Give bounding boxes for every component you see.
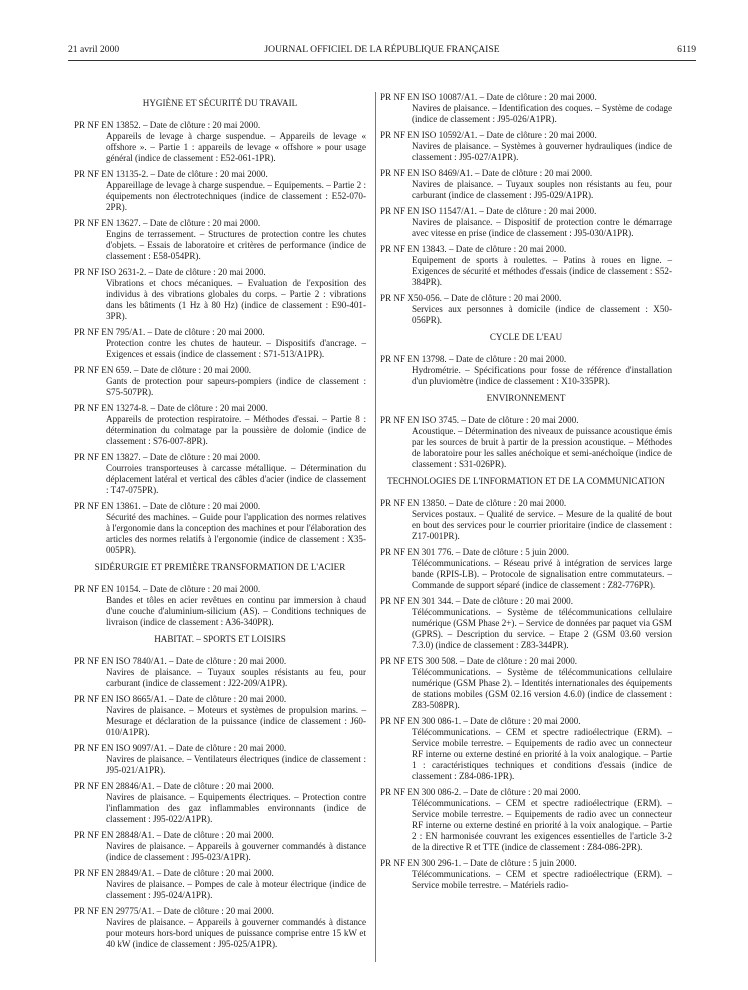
standard-reference: PR NF EN 13861. – Date de clôture : 20 mai 2000.: [74, 501, 261, 511]
standard-description: Navires de plaisance. – Tuyaux souples non résistants au feu, pour carburant (indice de classement : J95-029/A1PR).: [412, 179, 672, 200]
standard-reference: PR NF EN 29775/A1. – Date de clôture : 20 mai 2000.: [74, 906, 274, 916]
standard-entry: [74, 781, 366, 825]
section-title: CYCLE DE L'EAU: [489, 332, 563, 342]
section-title: ENVIRONNEMENT: [486, 393, 566, 403]
standard-description: Courroies transporteuses à carcasse métallique. – Détermination du déplacement latéral et vertical des câbles d'acier (indice de classement : T47-075PR).: [106, 463, 366, 495]
standard-reference: PR NF EN 28846/A1. – Date de clôture : 20 mai 2000.: [74, 781, 274, 791]
section-title: SIDÉRURGIE ET PREMIÈRE TRANSFORMATION DE L'ACIER: [94, 562, 346, 572]
standard-reference: PR NF ETS 300 508. – Date de clôture : 20 mai 2000.: [380, 656, 578, 666]
standard-description: Télécommunications. – CEM et spectre radioélectrique (ERM). – Service mobile terrestre. – Matériels radio-: [412, 869, 672, 890]
page-header: [68, 44, 696, 58]
standard-entry: [74, 452, 366, 496]
standard-entry: [380, 130, 672, 163]
standard-reference: PR NF EN 13627. – Date de clôture : 20 mai 2000.: [74, 218, 261, 228]
standard-description: Protection contre les chutes de hauteur. – Dispositifs d'ancrage. – Exigences et essais (indice de classement : S71-513/A1PR).: [106, 338, 366, 359]
standard-reference: PR NF EN ISO 10087/A1. – Date de clôture : 20 mai 2000.: [380, 92, 597, 102]
standard-reference: PR NF EN 13843. – Date de clôture : 20 mai 2000.: [380, 244, 567, 254]
right-column: [380, 92, 672, 896]
standard-description: Navires de plaisance. – Identification des coques. – Système de codage (indice de classement : J95-026/A1PR).: [412, 103, 672, 124]
standard-description: Services aux personnes à domicile (indice de classement : X50-056PR).: [412, 304, 672, 325]
standard-description: Services postaux. – Qualité de service. – Mesure de la qualité de bout en bout des services pour le courrier prioritaire (indice de classement : Z17-001PR).: [412, 509, 672, 541]
standard-description: Hydrométrie. – Spécifications pour fosse de référence d'installation d'un pluviomètre (indice de classement : X10-335PR).: [412, 365, 672, 386]
section-title: HYGIÈNE ET SÉCURITÉ DU TRAVAIL: [142, 98, 298, 108]
standard-reference: PR NF EN ISO 11547/A1. – Date de clôture : 20 mai 2000.: [380, 206, 597, 216]
standard-entry: [380, 206, 672, 239]
standard-description: Télécommunications. – CEM et spectre radioélectrique (ERM). – Service mobile terrestre. – Equipements de radio avec un connecteur RF interne ou externe destiné en priorité à la voix analogique. – Partie 2 : EN harmonisée couvrant les exigences essentielles de l'article 3-2 de la directive R et TTE (indice de classement : Z84-086-2PR).: [412, 798, 672, 852]
standard-reference: PR NF EN ISO 7840/A1. – Date de clôture : 20 mai 2000.: [74, 656, 287, 666]
standard-reference: PR NF ISO 2631-2. – Date de clôture : 20 mai 2000.: [74, 267, 266, 277]
standard-entry: [380, 293, 672, 326]
standard-description: Navires de plaisance. – Appareils à gouverner commandés à distance (indice de classement : J95-023/A1PR).: [106, 841, 366, 862]
standard-description: Engins de terrassement. – Structures de protection contre les chutes d'objets. – Essais de laboratoire et critères de performance (indice de classement : E58-054PR).: [106, 229, 366, 261]
standard-entry: [380, 92, 672, 125]
standard-description: Equipement de sports à roulettes. – Patins à roues en ligne. – Exigences de sécurité et méthodes d'essais (indice de classement : S52-384PR).: [412, 255, 672, 287]
standard-entry: [74, 501, 366, 556]
standard-reference: PR NF EN ISO 8665/A1. – Date de clôture : 20 mai 2000.: [74, 694, 287, 704]
standard-description: Vibrations et chocs mécaniques. – Evaluation de l'exposition des individus à des vibrations globales du corps. – Partie 2 : vibrations dans les bâtiments (1 Hz à 80 Hz) (indice de classement : E90-401-3PR).: [106, 278, 366, 321]
standard-entry: [74, 584, 366, 628]
standard-entry: [380, 354, 672, 387]
standard-description: Navires de plaisance. – Tuyaux souples résistants au feu, pour carburant (indice de classement : J22-209/A1PR).: [106, 667, 366, 688]
standard-description: Sécurité des machines. – Guide pour l'application des normes relatives à l'ergonomie dans la conception des machines et pour l'élaboration des articles des normes relatifs à l'ergonomie (indice de classement : X35-005PR).: [106, 512, 366, 555]
standard-entry: [74, 743, 366, 776]
standard-description: Navires de plaisance. – Pompes de cale à moteur électrique (indice de classement : J95-024/A1PR).: [106, 879, 366, 900]
standard-reference: PR NF X50-056. – Date de clôture : 20 mai 2000.: [380, 293, 562, 303]
standard-reference: PR NF EN 301 776. – Date de clôture : 5 juin 2000.: [380, 547, 569, 557]
standard-description: Navires de plaisance. – Systèmes à gouverner hydrauliques (indice de classement : J95-027/A1PR).: [412, 141, 672, 162]
standard-entry: [380, 168, 672, 201]
standard-description: Navires de plaisance. – Appareils à gouverner commandés à distance pour moteurs hors-bord uniques de puissance comprise entre 15 kW et 40 kW (indice de classement : J95-025/A1PR).: [106, 917, 366, 949]
standard-entry: [380, 498, 672, 542]
section-title: TECHNOLOGIES DE L'INFORMATION ET DE LA COMMUNICATION: [387, 476, 665, 486]
standard-description: Navires de plaisance. – Dispositif de protection contre le démarrage avec vitesse en prise (indice de classement : J95-030/A1PR).: [412, 217, 672, 238]
column-separator: [375, 92, 376, 962]
standard-entry: [380, 547, 672, 591]
standard-reference: PR NF EN 301 344. – Date de clôture : 20 mai 2000.: [380, 596, 573, 606]
standard-reference: PR NF EN 13798. – Date de clôture : 20 mai 2000.: [380, 354, 567, 364]
header-title: JOURNAL OFFICIEL DE LA RÉPUBLIQUE FRANÇAISE: [264, 44, 500, 55]
standard-entry: [74, 694, 366, 738]
header-date: 21 avril 2000: [68, 44, 120, 55]
header-page-number: 6119: [677, 44, 696, 55]
standard-reference: PR NF EN 13135-2. – Date de clôture : 20 mai 2000.: [74, 169, 268, 179]
standard-reference: PR NF EN 13274-8. – Date de clôture : 20 mai 2000.: [74, 403, 268, 413]
standard-reference: PR NF EN 300 296-1. – Date de clôture : 5 juin 2000.: [380, 858, 577, 868]
standard-description: Télécommunications. – Réseau privé à intégration de services large bande (RPIS-LB). – Protocole de signalisation entre commutateurs. – Commande de support séparé (indice de classement : Z82-776PR).: [412, 558, 672, 590]
standard-entry: [74, 169, 366, 213]
standard-description: Bandes et tôles en acier revêtues en continu par immersion à chaud d'une couche d'aluminium-silicium (AS). – Conditions techniques de livraison (indice de classement : A36-340PR).: [106, 595, 366, 627]
standard-entry: [74, 830, 366, 863]
standard-description: Télécommunications. – CEM et spectre radioélectrique (ERM). – Service mobile terrestre. – Equipements de radio avec un connecteur RF interne ou externe destiné en priorité à la voix analogique. – Partie 1 : caractéristiques techniques et conditions d'essais (indice de classement : Z84-086-1PR).: [412, 727, 672, 781]
standard-description: Télécommunications. – Système de télécommunications cellulaire numérique (GSM Phase 2). – Identités internationales des équipements de stations mobiles (GSM 02.16 version 4.6.0) (indice de classement : Z83-508PR).: [412, 667, 672, 710]
standard-entry: [380, 415, 672, 470]
standard-reference: PR NF EN 13850. – Date de clôture : 20 mai 2000.: [380, 498, 567, 508]
standard-reference: PR NF EN 300 086-2. – Date de clôture : 20 mai 2000.: [380, 787, 581, 797]
standard-description: Navires de plaisance. – Moteurs et systèmes de propulsion marins. – Mesurage et déclaration de la puissance (indice de classement : J60-010/A1PR).: [106, 705, 366, 737]
header-rule: [68, 60, 696, 61]
standard-description: Appareillage de levage à charge suspendue. – Equipements. – Partie 2 : équipements non électrotechniques (indice de classement : E52-070-2PR).: [106, 180, 366, 212]
standard-entry: [74, 327, 366, 360]
standard-entry: [74, 218, 366, 262]
standard-entry: [74, 403, 366, 447]
standard-entry: [380, 858, 672, 891]
standard-description: Acoustique. – Détermination des niveaux de puissance acoustique émis par les sources de bruit à partir de la pression acoustique. – Méthodes de laboratoire pour les salles anéchoïque et semi-anéchoïque (indice de classement : S31-026PR).: [412, 426, 672, 469]
standard-entry: [74, 365, 366, 398]
standard-reference: PR NF EN 13852. – Date de clôture : 20 mai 2000.: [74, 120, 261, 130]
standard-reference: PR NF EN 659. – Date de clôture : 20 mai 2000.: [74, 365, 252, 375]
standard-reference: PR NF EN 28849/A1. – Date de clôture : 20 mai 2000.: [74, 868, 274, 878]
standard-entry: [74, 267, 366, 322]
standard-description: Navires de plaisance. – Ventilateurs électriques (indice de classement : J95-021/A1PR).: [106, 754, 366, 775]
standard-description: Gants de protection pour sapeurs-pompiers (indice de classement : S75-507PR).: [106, 376, 366, 397]
standard-description: Appareils de levage à charge suspendue. – Appareils de levage « offshore ». – Partie 1 : appareils de levage « offshore » pour usage général (indice de classement : E52-061-1PR).: [106, 131, 366, 163]
standard-entry: [380, 244, 672, 288]
standard-description: Télécommunications. – Système de télécommunications cellulaire numérique (GSM Phase 2+). – Service de données par paquet via GSM (GPRS). – Description du service. – Etape 2 (GSM 03.60 version 7.3.0) (indice de classement : Z83-344PR).: [412, 607, 672, 650]
standard-entry: [74, 656, 366, 689]
standard-description: Navires de plaisance. – Equipements électriques. – Protection contre l'inflammation des gaz inflammables environnants (indice de classement : J95-022/A1PR).: [106, 792, 366, 824]
section-title: HABITAT. – SPORTS ET LOISIRS: [154, 634, 286, 644]
standard-entry: [380, 787, 672, 853]
standard-reference: PR NF EN ISO 3745. – Date de clôture : 20 mai 2000.: [380, 415, 579, 425]
standard-reference: PR NF EN 28848/A1. – Date de clôture : 20 mai 2000.: [74, 830, 274, 840]
standard-entry: [380, 656, 672, 711]
standard-entry: [380, 716, 672, 782]
standard-reference: PR NF EN 13827. – Date de clôture : 20 mai 2000.: [74, 452, 261, 462]
standard-entry: [74, 120, 366, 164]
standard-reference: PR NF EN 10154. – Date de clôture : 20 mai 2000.: [74, 584, 261, 594]
standard-description: Appareils de protection respiratoire. – Méthodes d'essai. – Partie 8 : détermination du colmatage par la poussière de dolomie (indice de classement : S76-007-8PR).: [106, 414, 366, 446]
left-column: [74, 92, 366, 955]
standard-entry: [74, 906, 366, 950]
standard-entry: [380, 596, 672, 651]
standard-reference: PR NF EN ISO 10592/A1. – Date de clôture : 20 mai 2000.: [380, 130, 597, 140]
standard-reference: PR NF EN ISO 8469/A1. – Date de clôture : 20 mai 2000.: [380, 168, 593, 178]
standard-reference: PR NF EN 795/A1. – Date de clôture : 20 mai 2000.: [74, 327, 265, 337]
standard-reference: PR NF EN 300 086-1. – Date de clôture : 20 mai 2000.: [380, 716, 581, 726]
standard-entry: [74, 868, 366, 901]
standard-reference: PR NF EN ISO 9097/A1. – Date de clôture : 20 mai 2000.: [74, 743, 287, 753]
